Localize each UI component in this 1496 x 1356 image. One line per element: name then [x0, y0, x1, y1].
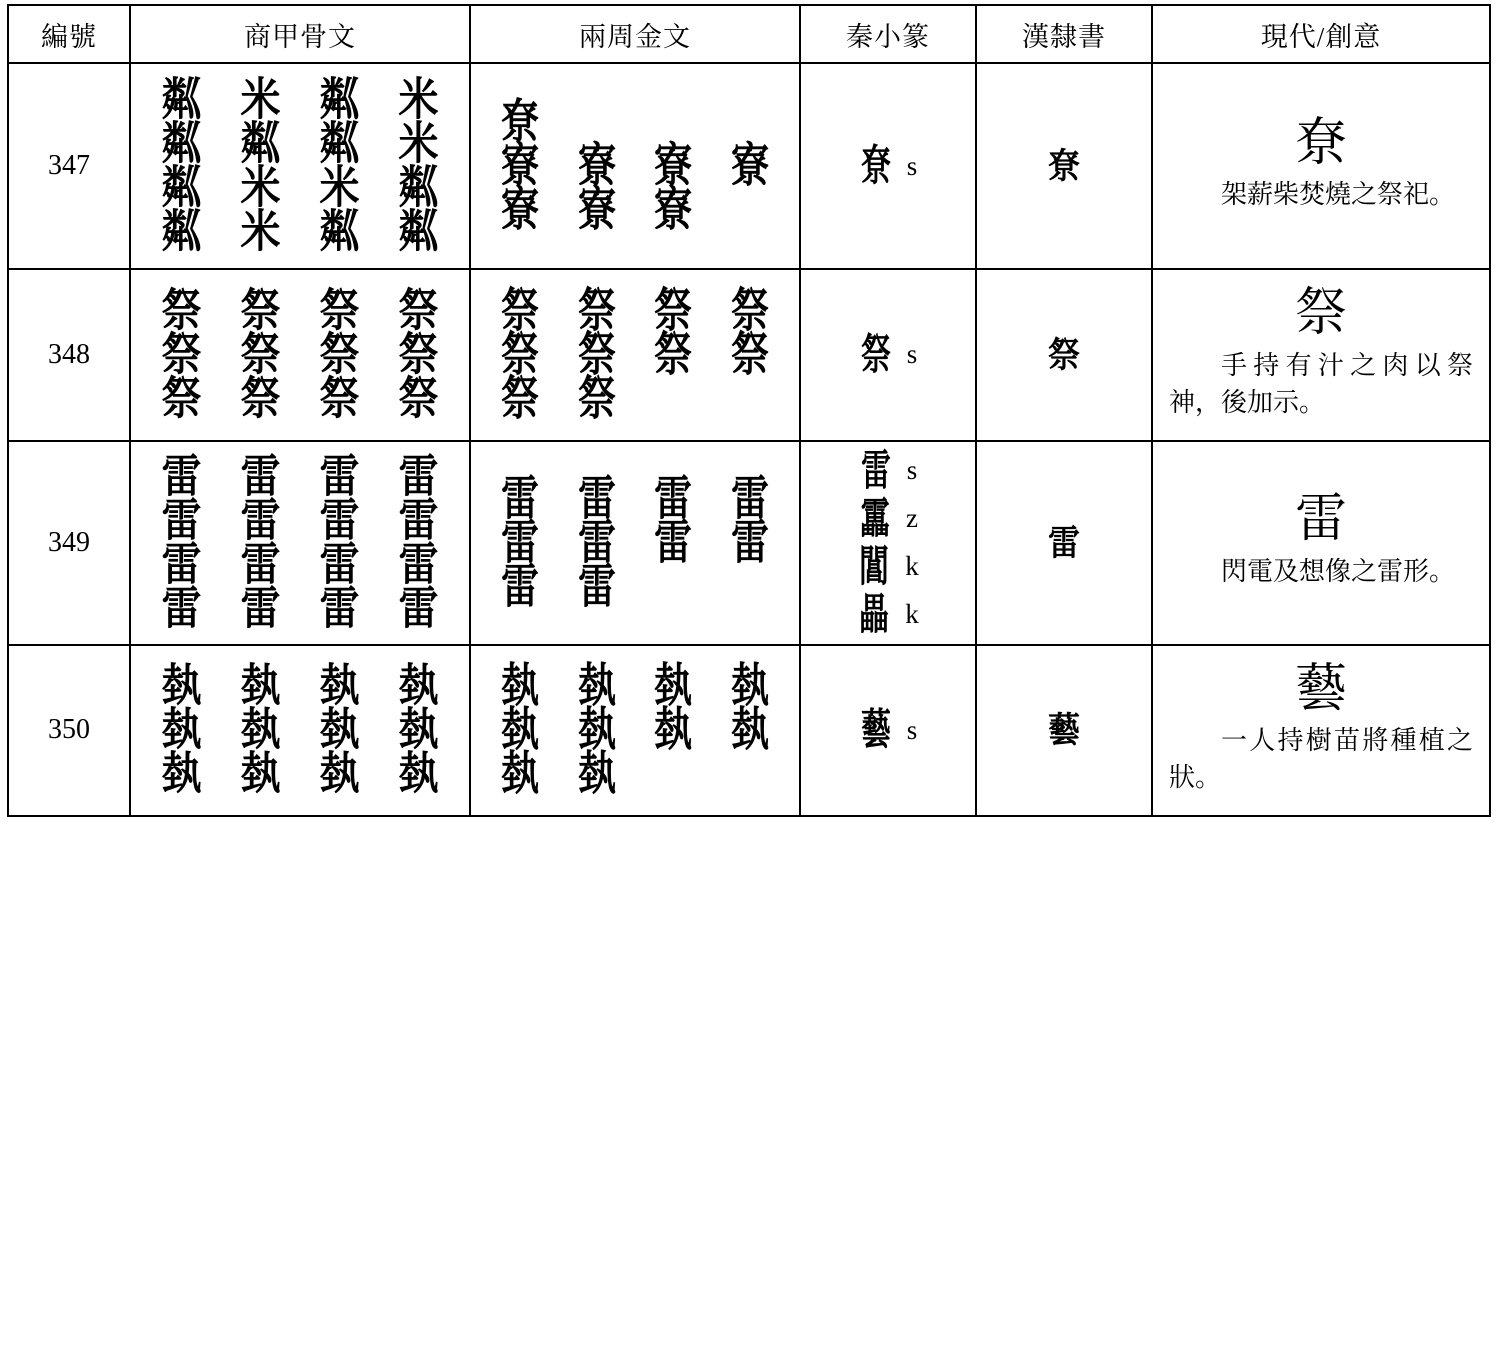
oracle-glyph: 米	[240, 206, 281, 258]
modern-character: 尞	[1294, 112, 1347, 173]
bronze-glyph: 雷	[654, 471, 693, 526]
entry-number: 349	[8, 441, 130, 645]
seal-glyph: 祭	[860, 329, 891, 380]
bronze-glyph: 埶	[654, 703, 693, 758]
oracle-glyph: 埶	[319, 660, 360, 713]
oracle-bone-script-cell	[130, 63, 470, 269]
column-header-oracle: 商甲骨文	[130, 5, 470, 63]
oracle-glyph: 祭	[398, 373, 439, 425]
oracle-glyph: 雷	[319, 538, 360, 591]
seal-script-cell	[800, 441, 976, 645]
bronze-glyph: 雷	[501, 471, 540, 526]
oracle-glyph: 祭	[161, 329, 202, 381]
modern-description: 架薪柴焚燒之祭祀。	[1221, 180, 1456, 210]
oracle-glyph: 埶	[319, 704, 360, 757]
bronze-glyph-grid	[471, 86, 799, 246]
oracle-glyph: 雷	[161, 494, 202, 547]
bronze-glyph: 雷	[577, 471, 616, 526]
table-row	[8, 269, 1490, 441]
seal-variant-letter: s	[906, 150, 918, 181]
oracle-glyph: 雷	[398, 450, 439, 503]
bronze-glyph-grid	[471, 465, 799, 621]
bronze-glyph: 祭	[654, 327, 693, 382]
oracle-glyph: 粼	[161, 74, 202, 126]
oracle-bone-script-cell	[130, 645, 470, 817]
oracle-bone-script-cell	[130, 441, 470, 645]
seal-variant-letter: s	[906, 455, 918, 486]
seal-entry	[857, 589, 919, 640]
modern-character: 雷	[1294, 489, 1347, 550]
oracle-glyph: 祭	[398, 285, 439, 337]
bronze-glyph: 埶	[501, 703, 540, 758]
column-header-modern: 現代/創意	[1152, 5, 1490, 63]
bronze-glyph: 寮	[730, 138, 769, 194]
seal-variant-letter: s	[906, 339, 918, 370]
bronze-glyph: 埶	[577, 659, 616, 714]
seal-entry	[858, 493, 918, 544]
bronze-glyph: 祭	[501, 283, 540, 338]
seal-script-cell	[800, 63, 976, 269]
bronze-glyph: 祭	[577, 283, 616, 338]
oracle-glyph: 埶	[161, 704, 202, 757]
oracle-glyph: 祭	[398, 329, 439, 381]
bronze-glyph: 寮	[654, 182, 693, 238]
seal-glyph-list	[801, 442, 975, 644]
clerical-glyph: 雷	[1047, 521, 1080, 564]
column-header-clerical: 漢隸書	[976, 5, 1152, 63]
oracle-glyph: 粼	[161, 162, 202, 214]
bronze-glyph: 寮	[577, 138, 616, 194]
table-row	[8, 63, 1490, 269]
oracle-glyph: 粼	[398, 162, 439, 214]
oracle-glyph-grid	[131, 64, 469, 268]
modern-content	[1153, 476, 1489, 609]
bronze-glyph: 雷	[501, 515, 540, 570]
oracle-glyph-grid	[131, 652, 469, 808]
bronze-glyph: 寮	[501, 182, 540, 238]
entry-number: 350	[8, 645, 130, 817]
oracle-glyph: 雷	[319, 494, 360, 547]
bronze-glyph-grid	[471, 277, 799, 433]
bronze-glyph: 祭	[501, 327, 540, 382]
modern-content	[1153, 270, 1489, 440]
bronze-script-cell	[470, 441, 800, 645]
table-row	[8, 441, 1490, 645]
bronze-glyph: 祭	[501, 371, 540, 426]
modern-cell	[1152, 63, 1490, 269]
modern-content	[1153, 646, 1489, 816]
bronze-script-cell	[470, 63, 800, 269]
bronze-glyph: 埶	[501, 659, 540, 714]
seal-glyph: 雷	[860, 445, 891, 496]
modern-description: 手持有汁之肉以祭神，後加示。	[1169, 350, 1473, 417]
bronze-glyph: 雷	[577, 559, 616, 614]
header-row	[8, 5, 1490, 63]
clerical-script-cell	[976, 63, 1152, 269]
oracle-glyph-grid	[131, 443, 469, 643]
modern-description: 閃電及想像之雷形。	[1221, 557, 1456, 587]
oracle-glyph: 米	[319, 162, 360, 214]
seal-entry	[859, 141, 918, 191]
oracle-glyph: 米	[398, 118, 439, 170]
oracle-glyph: 粼	[319, 206, 360, 258]
bronze-glyph: 寮	[654, 138, 693, 194]
bronze-script-cell	[470, 269, 800, 441]
oracle-glyph: 米	[398, 74, 439, 126]
bronze-glyph: 雷	[730, 515, 769, 570]
modern-cell	[1152, 645, 1490, 817]
oracle-glyph: 粼	[319, 118, 360, 170]
oracle-glyph: 粼	[161, 206, 202, 258]
modern-character: 祭	[1294, 283, 1347, 343]
bronze-glyph: 埶	[654, 659, 693, 714]
oracle-bone-script-cell	[130, 269, 470, 441]
oracle-glyph: 雷	[319, 450, 360, 503]
page-sheet	[0, 4, 1496, 1356]
clerical-glyph: 尞	[1047, 145, 1080, 187]
clerical-glyph: 藝	[1047, 709, 1080, 752]
bronze-glyph: 祭	[730, 327, 769, 382]
seal-glyph: 閶	[859, 541, 890, 592]
bronze-glyph-grid	[471, 652, 799, 808]
table-row	[8, 645, 1490, 817]
seal-glyph-list	[801, 701, 975, 759]
bronze-glyph: 埶	[577, 703, 616, 758]
seal-glyph: 藝	[860, 705, 891, 756]
bronze-glyph: 埶	[577, 747, 616, 802]
modern-character: 藝	[1294, 658, 1347, 719]
seal-script-cell	[800, 269, 976, 441]
bronze-script-cell	[470, 645, 800, 817]
table-header	[8, 5, 1490, 63]
seal-glyph-list	[801, 326, 975, 384]
oracle-glyph: 雷	[398, 538, 439, 591]
oracle-glyph: 埶	[319, 748, 360, 801]
oracle-glyph: 埶	[161, 660, 202, 713]
bronze-glyph: 雷	[577, 515, 616, 570]
oracle-glyph: 祭	[240, 285, 281, 337]
oracle-glyph: 埶	[240, 704, 281, 757]
oracle-glyph: 埶	[398, 704, 439, 757]
bronze-glyph: 祭	[577, 327, 616, 382]
oracle-glyph: 雷	[240, 494, 281, 547]
bronze-glyph: 寮	[501, 138, 540, 194]
bronze-glyph: 尞	[501, 94, 540, 150]
seal-variant-letter: s	[906, 714, 918, 745]
bronze-glyph: 埶	[730, 703, 769, 758]
oracle-glyph-grid	[131, 277, 469, 433]
bronze-glyph: 祭	[730, 283, 769, 338]
bronze-glyph: 寮	[577, 182, 616, 238]
oracle-glyph: 雷	[398, 494, 439, 547]
seal-glyph: 靁	[860, 493, 890, 544]
seal-variant-letter: k	[905, 599, 919, 630]
oracle-glyph: 雷	[161, 582, 202, 635]
bronze-glyph: 埶	[730, 659, 769, 714]
seal-script-cell	[800, 645, 976, 817]
clerical-script-cell	[976, 269, 1152, 441]
oracle-glyph: 祭	[319, 373, 360, 425]
clerical-glyph: 祭	[1047, 333, 1080, 376]
oracle-glyph: 雷	[319, 582, 360, 635]
oracle-glyph: 米	[240, 162, 281, 214]
oracle-glyph: 祭	[240, 329, 281, 381]
bronze-glyph: 雷	[501, 559, 540, 614]
seal-variant-letter: k	[905, 551, 919, 582]
seal-entry	[859, 705, 918, 756]
oracle-glyph: 埶	[398, 748, 439, 801]
bronze-glyph: 雷	[654, 515, 693, 570]
bronze-glyph: 埶	[501, 747, 540, 802]
column-header-number: 編號	[8, 5, 130, 63]
oracle-glyph: 埶	[161, 748, 202, 801]
oracle-glyph: 米	[240, 74, 281, 126]
oracle-glyph: 粼	[161, 118, 202, 170]
oracle-glyph: 雷	[240, 450, 281, 503]
oracle-glyph: 雷	[240, 538, 281, 591]
oracle-glyph: 雷	[161, 538, 202, 591]
oracle-glyph: 粼	[319, 74, 360, 126]
oracle-glyph: 粼	[240, 118, 281, 170]
entry-number: 348	[8, 269, 130, 441]
oracle-glyph: 雷	[240, 582, 281, 635]
clerical-script-cell	[976, 645, 1152, 817]
column-header-bronze: 兩周金文	[470, 5, 800, 63]
modern-content	[1153, 100, 1489, 233]
oracle-glyph: 祭	[319, 329, 360, 381]
seal-entry	[859, 445, 918, 496]
oracle-glyph: 雷	[398, 582, 439, 635]
clerical-script-cell	[976, 441, 1152, 645]
seal-glyph: 畾	[859, 589, 890, 640]
modern-cell	[1152, 269, 1490, 441]
oracle-glyph: 粼	[398, 206, 439, 258]
oracle-glyph: 埶	[398, 660, 439, 713]
seal-entry	[857, 541, 919, 592]
oracle-glyph: 埶	[240, 748, 281, 801]
seal-variant-letter: z	[906, 503, 918, 534]
oracle-glyph: 祭	[319, 285, 360, 337]
seal-glyph: 尞	[860, 141, 891, 191]
bronze-glyph: 祭	[654, 283, 693, 338]
modern-description: 一人持樹苗將種植之狀。	[1169, 726, 1473, 793]
oracle-glyph: 祭	[240, 373, 281, 425]
oracle-glyph: 祭	[161, 285, 202, 337]
column-header-seal: 秦小篆	[800, 5, 976, 63]
seal-glyph-list	[801, 137, 975, 195]
oracle-glyph: 雷	[161, 450, 202, 503]
modern-cell	[1152, 441, 1490, 645]
bronze-glyph: 雷	[730, 471, 769, 526]
bronze-glyph: 祭	[577, 371, 616, 426]
entry-number: 347	[8, 63, 130, 269]
seal-entry	[859, 329, 918, 380]
glyph-evolution-table	[7, 4, 1491, 817]
table-body	[8, 63, 1490, 816]
oracle-glyph: 祭	[161, 373, 202, 425]
oracle-glyph: 埶	[240, 660, 281, 713]
